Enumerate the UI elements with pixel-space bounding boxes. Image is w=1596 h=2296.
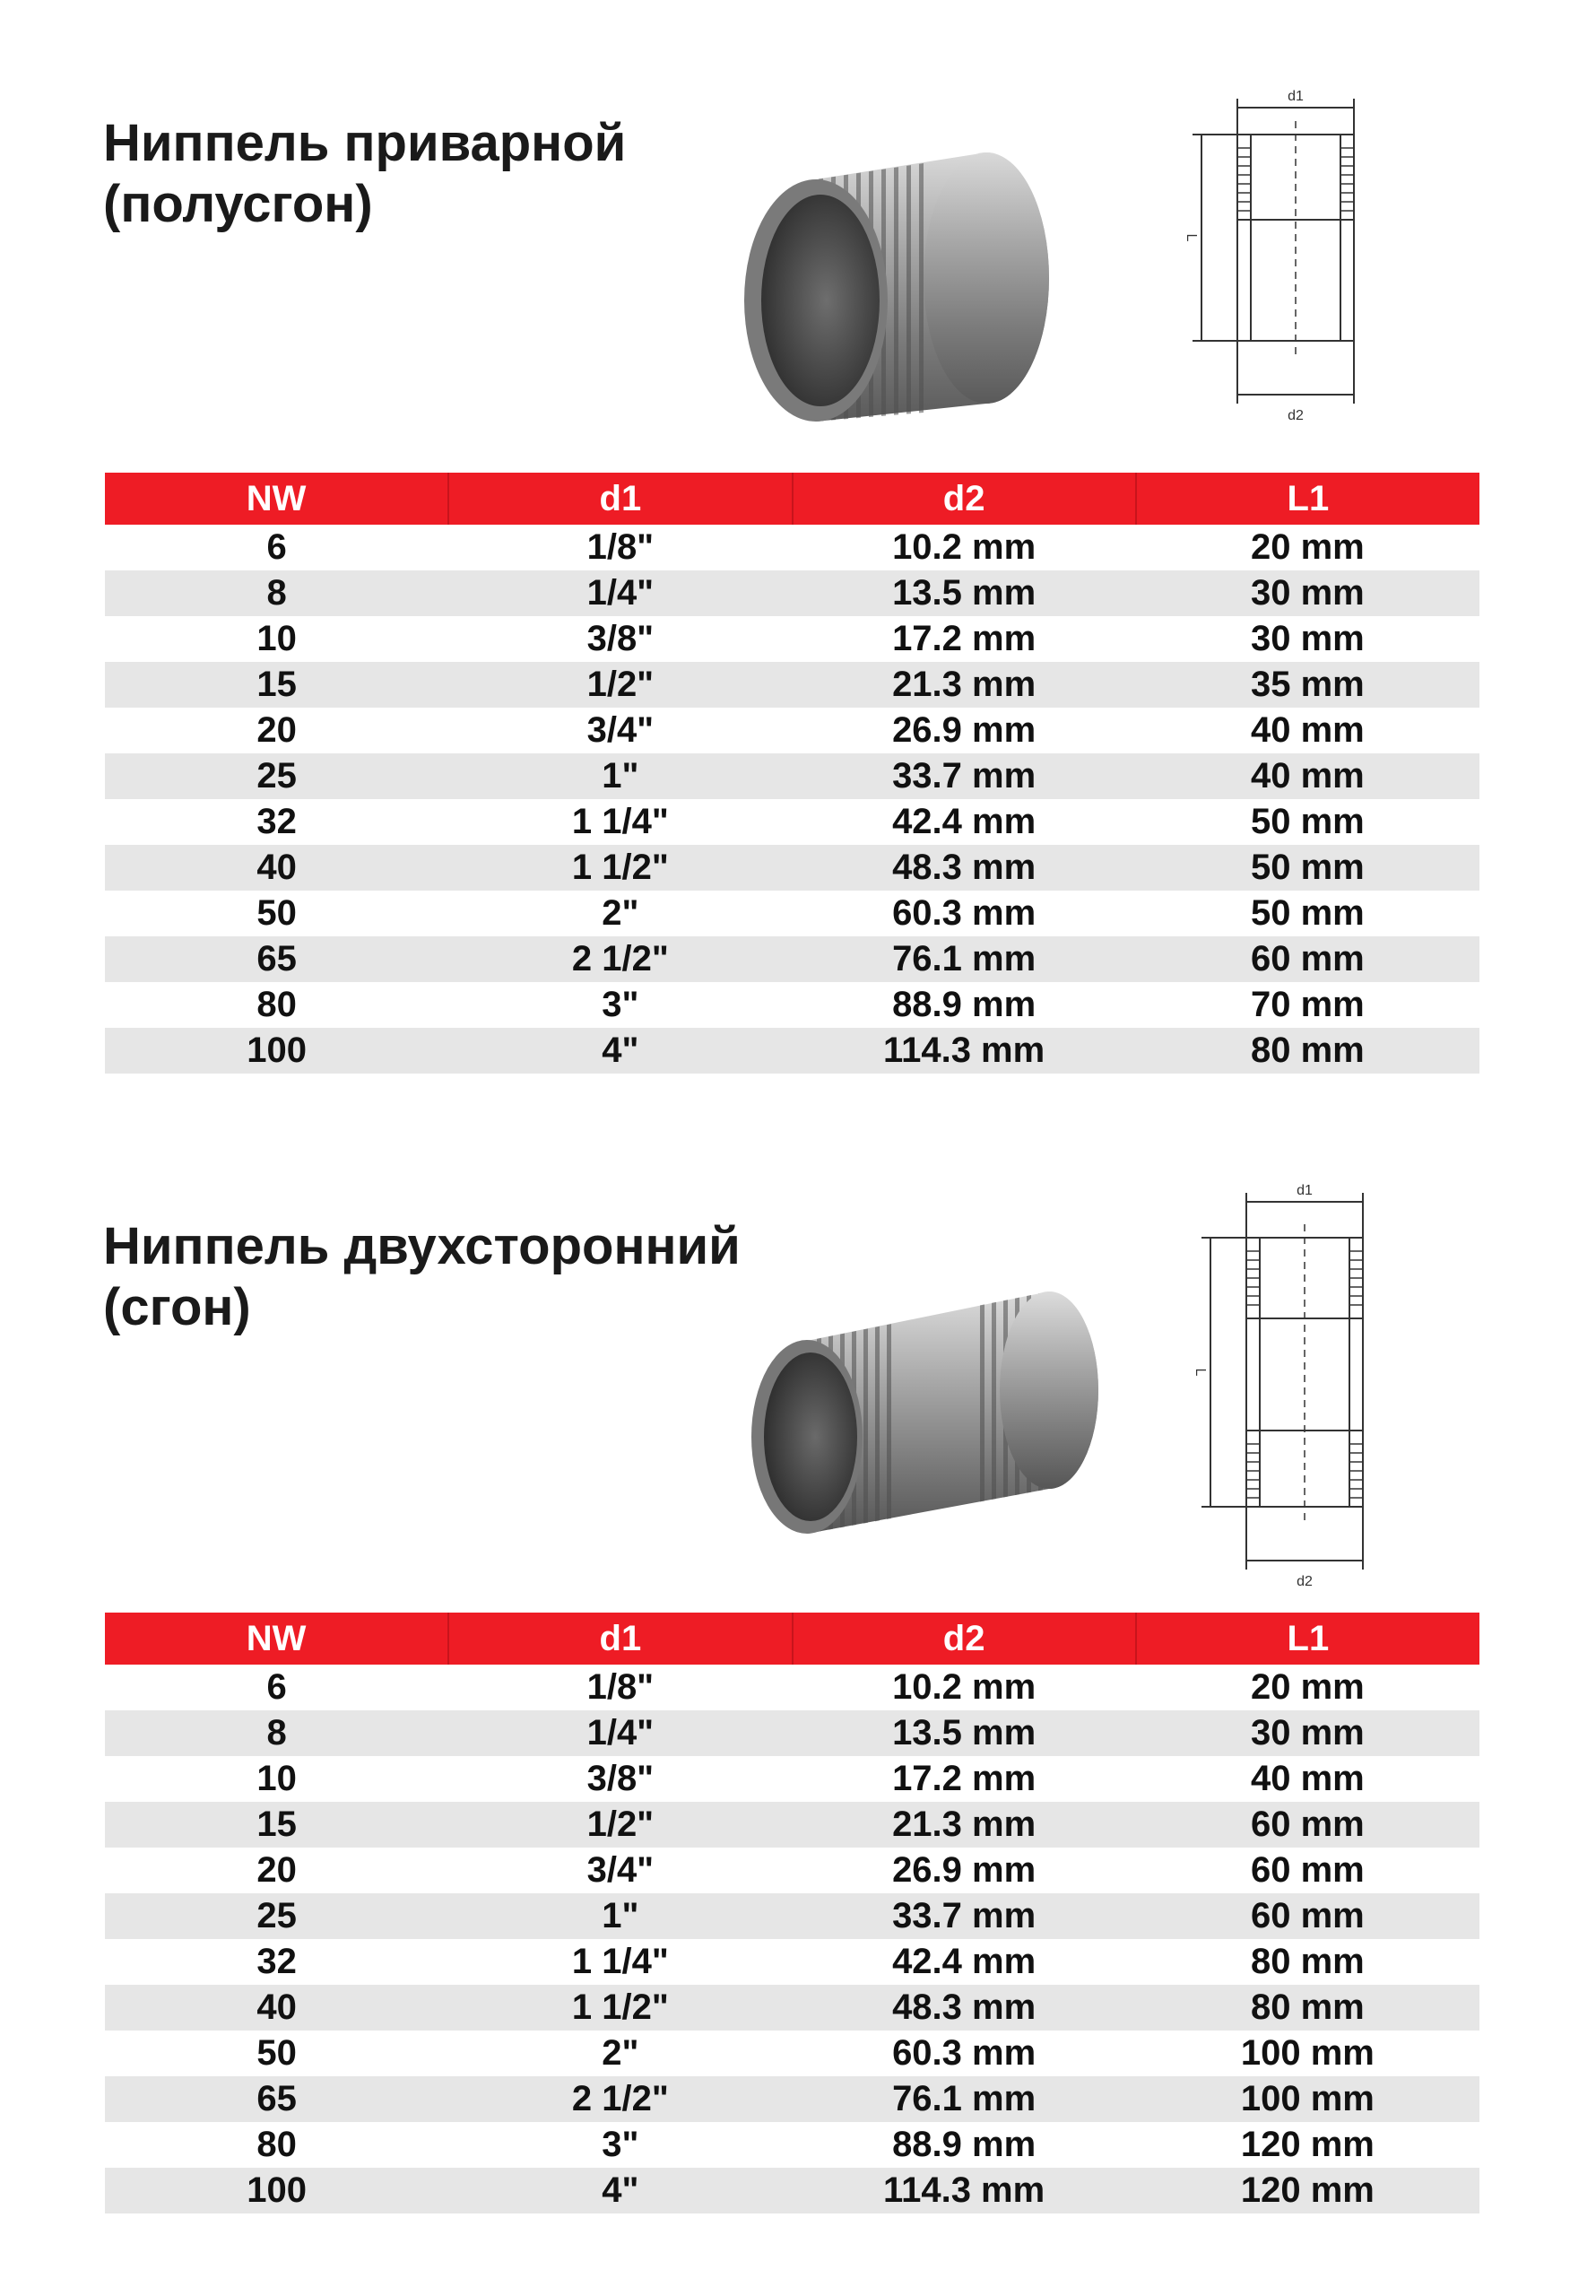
- length-label: L: [1184, 233, 1199, 242]
- table-cell: 3/4": [586, 1850, 655, 1890]
- table-cell: 26.9 mm: [892, 1850, 1037, 1890]
- table-header-row: [105, 473, 1479, 525]
- table-body: [105, 525, 1479, 1074]
- table-cell: 76.1 mm: [793, 936, 1136, 982]
- table-cell: 1 1/4": [571, 802, 669, 841]
- table-cell: 48.3 mm: [793, 845, 1136, 891]
- table-cell: 48.3 mm: [793, 1985, 1136, 2031]
- table-cell: 35 mm: [1136, 662, 1479, 708]
- table-cell: 25: [105, 1893, 448, 1939]
- table-row: [105, 1665, 1479, 1710]
- table-cell: 3": [602, 2125, 639, 2164]
- table-cell: 1/8": [586, 1667, 655, 1707]
- table-cell: 1/4": [448, 570, 792, 616]
- column-header: d1: [448, 473, 792, 525]
- table-cell: 13.5 mm: [793, 570, 1136, 616]
- d2-label: d2: [1288, 408, 1304, 423]
- table-cell: 70 mm: [1251, 985, 1365, 1024]
- table-cell: 17.2 mm: [892, 1759, 1037, 1798]
- d1-label: d1: [1297, 1183, 1313, 1198]
- table-cell: 65: [105, 936, 448, 982]
- length-label: L: [1193, 1368, 1208, 1377]
- table-row: [105, 799, 1479, 845]
- table-cell: 2": [602, 893, 639, 933]
- table-cell: 80 mm: [1251, 1942, 1365, 1981]
- table-cell: 15: [105, 1802, 448, 1848]
- table-cell: 60.3 mm: [892, 893, 1037, 933]
- table-cell: 33.7 mm: [793, 1893, 1136, 1939]
- table-row: [105, 891, 1479, 936]
- table-cell: 10: [256, 1759, 297, 1798]
- table-cell: 60 mm: [1251, 1850, 1365, 1890]
- table-body: [105, 1665, 1479, 2213]
- table-cell: 3/8": [586, 1759, 655, 1798]
- table-row: [105, 616, 1479, 662]
- table-row: [105, 1756, 1479, 1802]
- table-row: [105, 1893, 1479, 1939]
- table-row: [105, 1985, 1479, 2031]
- table-row: [105, 570, 1479, 616]
- table-cell: 10.2 mm: [892, 1667, 1037, 1707]
- table-cell: 25: [105, 753, 448, 799]
- table-cell: 15: [105, 662, 448, 708]
- table-cell: 80 mm: [1136, 1985, 1479, 2031]
- table-cell: 100 mm: [1136, 2076, 1479, 2122]
- table-cell: 88.9 mm: [892, 985, 1037, 1024]
- table-cell: 100: [105, 2168, 448, 2213]
- table-cell: 20 mm: [1251, 527, 1365, 567]
- column-header: NW: [105, 1613, 448, 1665]
- table-cell: 21.3 mm: [793, 662, 1136, 708]
- table-row: [105, 525, 1479, 570]
- table-cell: 10.2 mm: [892, 527, 1037, 567]
- product-title: [103, 1216, 741, 1338]
- table-cell: 1/2": [448, 1802, 792, 1848]
- table-cell: 50 mm: [1251, 802, 1365, 841]
- table-cell: 60 mm: [1136, 1893, 1479, 1939]
- table-cell: 17.2 mm: [892, 619, 1037, 658]
- table-row: [105, 753, 1479, 799]
- table-cell: 120 mm: [1136, 2168, 1479, 2213]
- table-cell: 76.1 mm: [793, 2076, 1136, 2122]
- table-cell: 80 mm: [1136, 1028, 1479, 1074]
- table-cell: 32: [256, 802, 297, 841]
- table-cell: 30 mm: [1251, 619, 1365, 658]
- table-cell: 8: [105, 1710, 448, 1756]
- table-cell: 40: [105, 845, 448, 891]
- table-cell: 50: [256, 893, 297, 933]
- table-cell: 21.3 mm: [793, 1802, 1136, 1848]
- table-row: [105, 1939, 1479, 1985]
- table-cell: 50 mm: [1251, 893, 1365, 933]
- spec-table: [105, 1613, 1479, 2213]
- table-row: [105, 1848, 1479, 1893]
- column-header: L1: [1136, 473, 1479, 525]
- title-line: (полусгон): [103, 175, 373, 233]
- table-cell: 1/8": [586, 527, 655, 567]
- table-cell: 2 1/2": [448, 936, 792, 982]
- table-cell: 1": [448, 1893, 792, 1939]
- table-cell: 20 mm: [1251, 1667, 1365, 1707]
- table-cell: 4": [448, 2168, 792, 2213]
- table-row: [105, 2122, 1479, 2168]
- table-cell: 40: [105, 1985, 448, 2031]
- table-cell: 88.9 mm: [892, 2125, 1037, 2164]
- table-cell: 4": [448, 1028, 792, 1074]
- table-cell: 26.9 mm: [892, 710, 1037, 750]
- table-cell: 3/4": [586, 710, 655, 750]
- table-cell: 1/2": [448, 662, 792, 708]
- column-header: NW: [105, 473, 448, 525]
- table-cell: 60 mm: [1136, 936, 1479, 982]
- table-cell: 100: [105, 1028, 448, 1074]
- table-cell: 3": [602, 985, 639, 1024]
- table-row: [105, 662, 1479, 708]
- table-row: [105, 936, 1479, 982]
- table-row: [105, 845, 1479, 891]
- weld-nipple-drawing: [1166, 81, 1381, 439]
- table-cell: 10: [256, 619, 297, 658]
- product-title: [103, 113, 626, 235]
- table-header-row: [105, 1613, 1479, 1665]
- table-cell: 1/4": [448, 1710, 792, 1756]
- table-cell: 1 1/4": [571, 1942, 669, 1981]
- table-cell: 114.3 mm: [793, 2168, 1136, 2213]
- table-cell: 80: [256, 2125, 297, 2164]
- table-row: [105, 982, 1479, 1028]
- table-cell: 100 mm: [1240, 2033, 1375, 2073]
- title-line: Ниппель двухсторонний: [103, 1217, 741, 1275]
- table-cell: 6: [266, 527, 287, 567]
- table-cell: 30 mm: [1136, 1710, 1479, 1756]
- table-cell: 33.7 mm: [793, 753, 1136, 799]
- double-nipple-photo: [735, 1274, 1112, 1561]
- table-cell: 42.4 mm: [892, 1942, 1037, 1981]
- table-cell: 50 mm: [1136, 845, 1479, 891]
- column-header: d1: [448, 1613, 792, 1665]
- table-row: [105, 2031, 1479, 2076]
- table-cell: 114.3 mm: [793, 1028, 1136, 1074]
- table-cell: 40 mm: [1251, 710, 1365, 750]
- column-header: d2: [793, 473, 1136, 525]
- table-cell: 80: [256, 985, 297, 1024]
- table-cell: 3/8": [586, 619, 655, 658]
- table-cell: 2 1/2": [448, 2076, 792, 2122]
- column-header: L1: [1136, 1613, 1479, 1665]
- table-cell: 1": [448, 753, 792, 799]
- table-cell: 6: [266, 1667, 287, 1707]
- table-cell: 8: [105, 570, 448, 616]
- table-cell: 60 mm: [1136, 1802, 1479, 1848]
- table-cell: 13.5 mm: [793, 1710, 1136, 1756]
- double-nipple-drawing: [1175, 1175, 1390, 1596]
- table-row: [105, 1028, 1479, 1074]
- table-cell: 40 mm: [1136, 753, 1479, 799]
- table-cell: 32: [256, 1942, 297, 1981]
- table-cell: 2": [602, 2033, 639, 2073]
- table-cell: 60.3 mm: [892, 2033, 1037, 2073]
- table-cell: 50: [256, 2033, 297, 2073]
- table-row: [105, 1710, 1479, 1756]
- table-row: [105, 2076, 1479, 2122]
- table-cell: 1 1/2": [448, 1985, 792, 2031]
- title-line: Ниппель приварной: [103, 114, 627, 172]
- column-header: d2: [793, 1613, 1136, 1665]
- table-cell: 40 mm: [1251, 1759, 1365, 1798]
- table-cell: 65: [105, 2076, 448, 2122]
- table-row: [105, 2168, 1479, 2213]
- table-row: [105, 708, 1479, 753]
- table-cell: 20: [256, 710, 297, 750]
- d1-label: d1: [1288, 89, 1304, 104]
- table-row: [105, 1802, 1479, 1848]
- d2-label: d2: [1297, 1574, 1313, 1589]
- table-cell: 42.4 mm: [892, 802, 1037, 841]
- spec-table: [105, 473, 1479, 1074]
- table-cell: 30 mm: [1136, 570, 1479, 616]
- weld-nipple-photo: [731, 144, 1071, 430]
- table-cell: 20: [256, 1850, 297, 1890]
- table-cell: 1 1/2": [448, 845, 792, 891]
- table-cell: 120 mm: [1240, 2125, 1375, 2164]
- title-line: (сгон): [103, 1278, 251, 1336]
